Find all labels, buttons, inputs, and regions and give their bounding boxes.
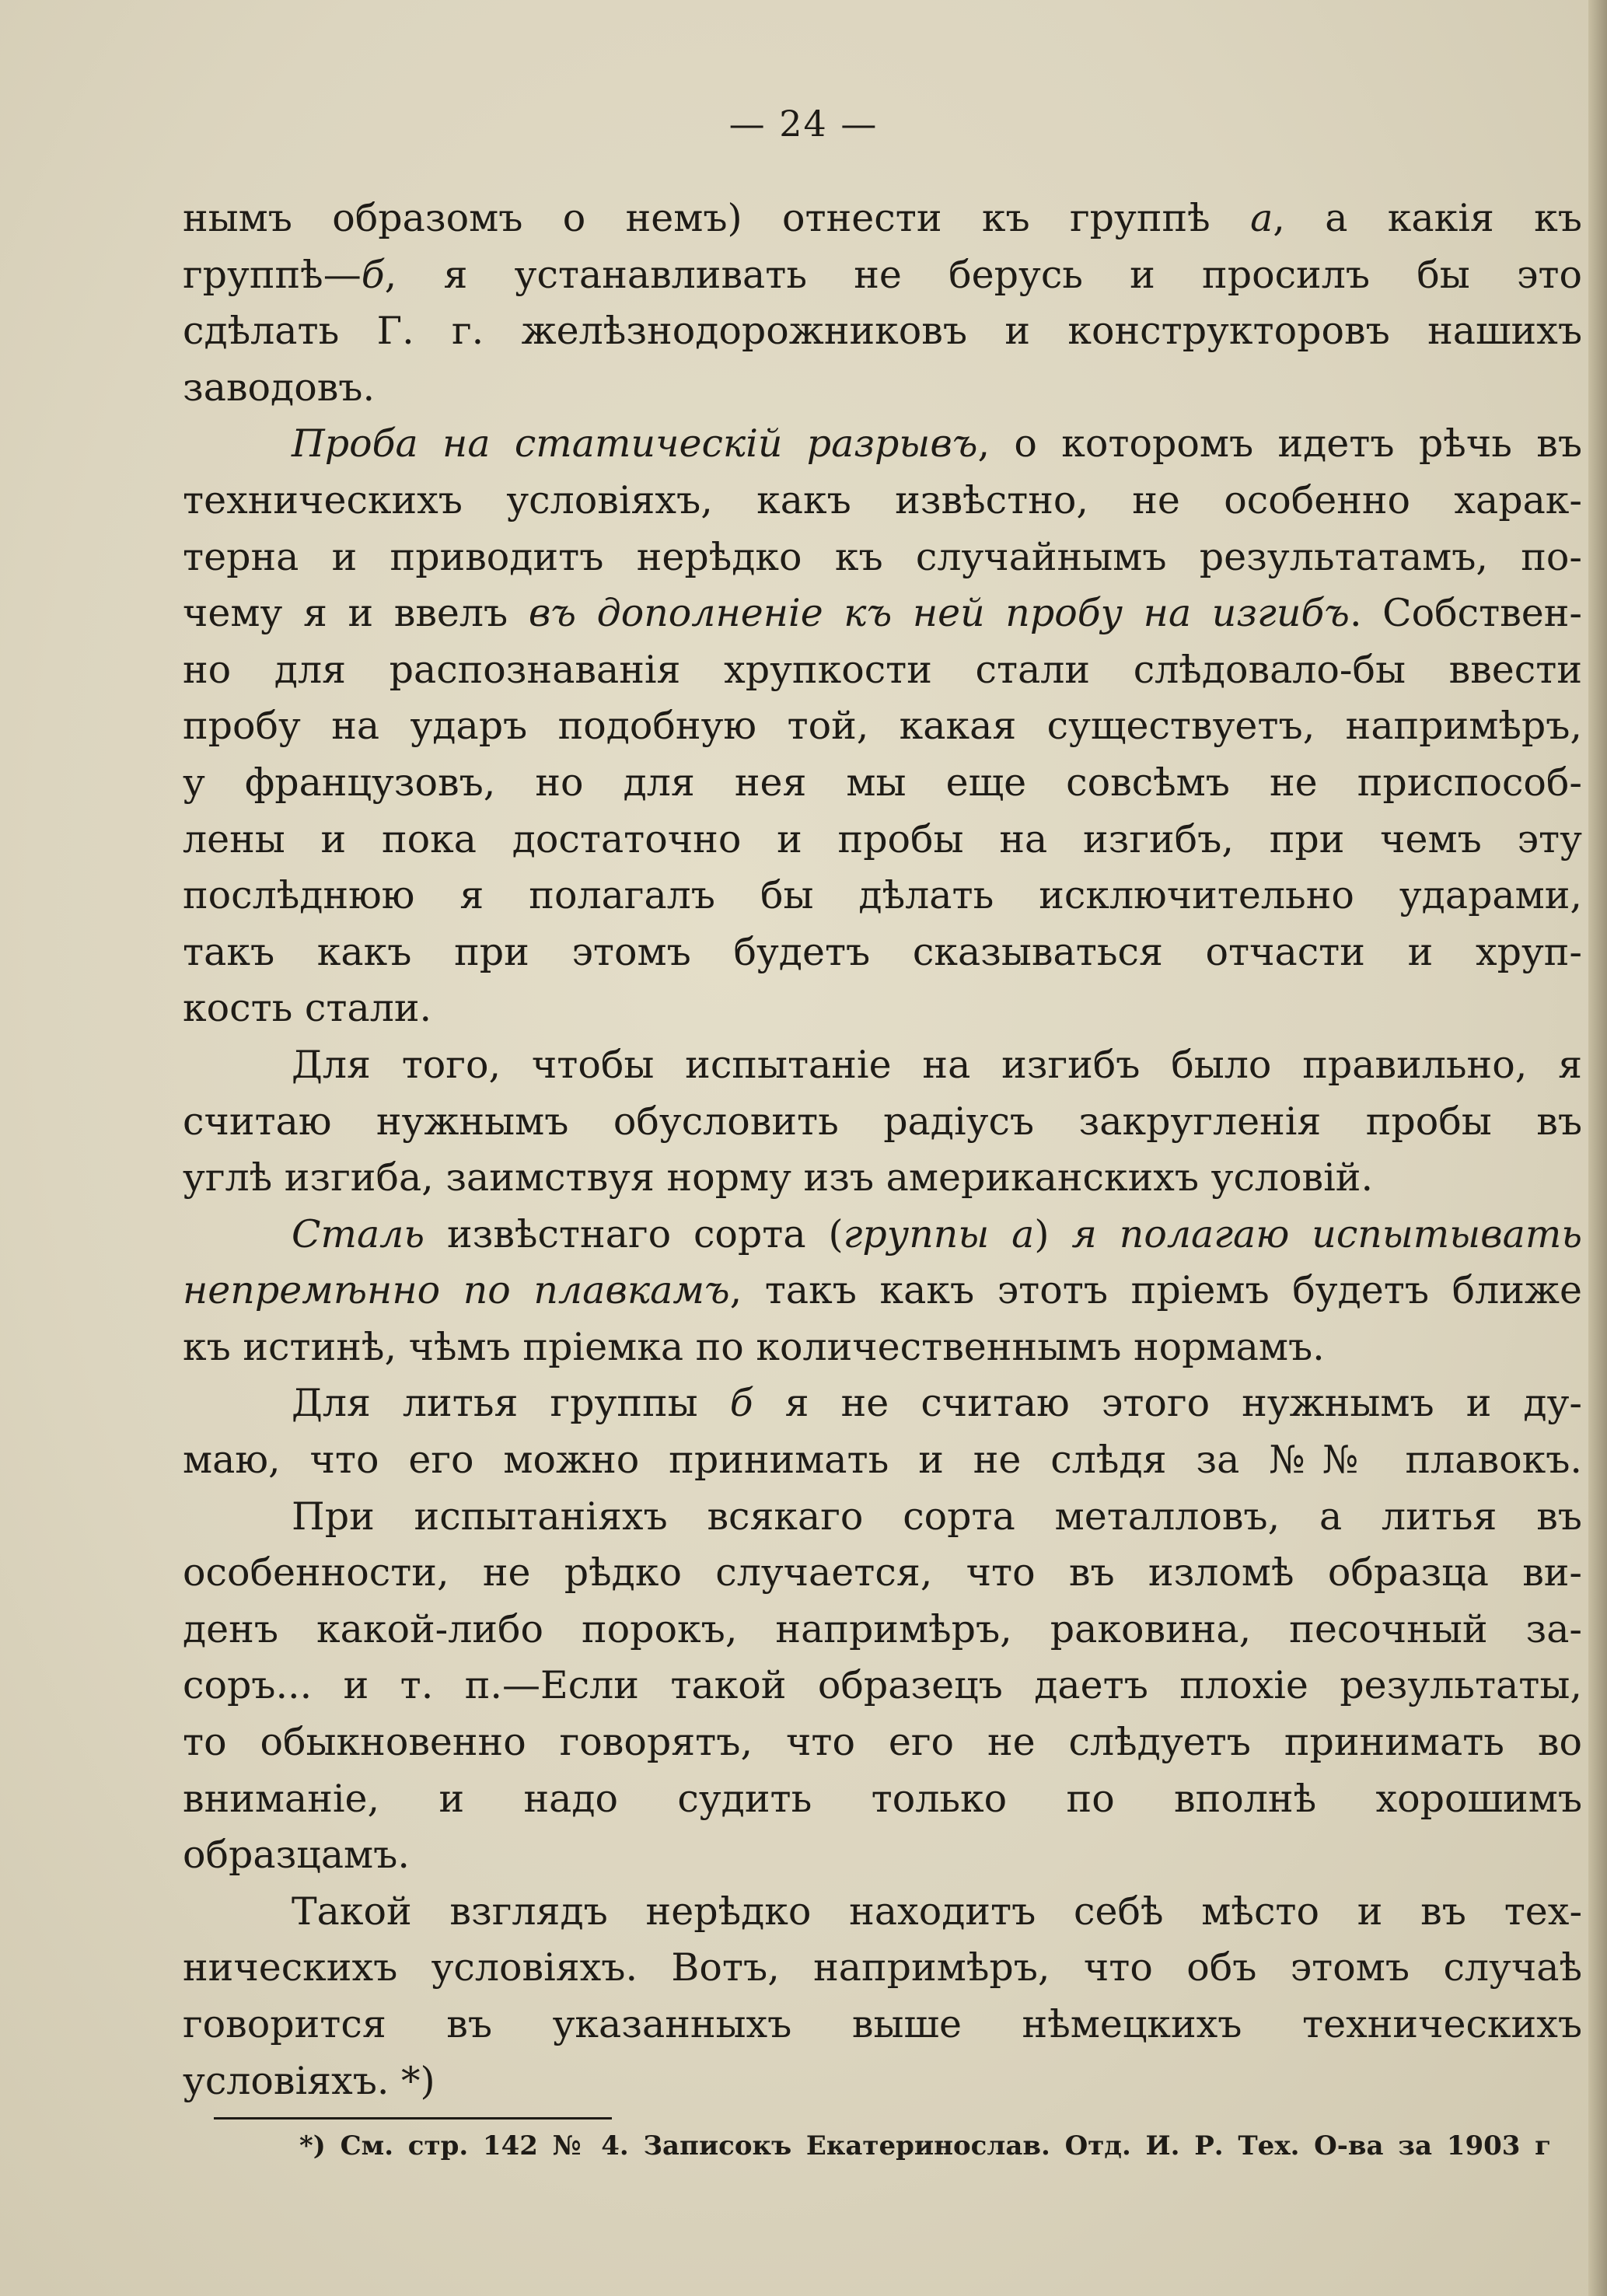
text-segment: денъ какой-либо порокъ, напримѣръ, раковина, песочный за- xyxy=(183,1606,1582,1651)
text-segment: вниманіе, и надо судить только по вполнѣ хорошимъ xyxy=(183,1776,1582,1821)
text-segment: , такъ какъ этотъ пріемъ будетъ ближе xyxy=(729,1268,1582,1313)
text-segment: техническихъ условіяхъ, какъ извѣстно, не особенно харак- xyxy=(183,477,1582,522)
text-line xyxy=(183,1263,1582,1319)
text-segment: говорится въ указанныхъ выше нѣмецкихъ техническихъ xyxy=(183,2002,1582,2046)
text-segment: , а какія къ xyxy=(1273,196,1582,240)
text-line xyxy=(183,190,1582,247)
text-segment: Для того, чтобы испытаніе на изгибъ было правильно, я xyxy=(292,1042,1582,1087)
text-line xyxy=(183,1094,1582,1151)
text-segment: я не считаю этого нужнымъ и ду- xyxy=(753,1381,1582,1426)
text-segment: образцамъ. xyxy=(183,1833,410,1878)
italic-phrase: въ дополненіе къ ней пробу на изгибъ xyxy=(528,591,1350,636)
text-line xyxy=(183,1150,1582,1207)
text-line xyxy=(183,1375,1582,1432)
text-line xyxy=(183,303,1582,360)
text-line xyxy=(183,1432,1582,1489)
italic-phrase: группы а xyxy=(843,1211,1035,1256)
text-segment: лены и пока достаточно и пробы на изгибъ, при чемъ эту xyxy=(183,816,1582,861)
text-segment: считаю нужнымъ обусловить радіусъ закругленія пробы въ xyxy=(183,1099,1582,1144)
text-segment: но для распознаванія хрупкости стали слѣдовало-бы ввести xyxy=(183,647,1582,692)
page-edge xyxy=(1588,0,1607,2296)
text-line xyxy=(183,416,1582,473)
text-line xyxy=(183,2053,1582,2110)
text-segment: Для литья группы xyxy=(292,1381,730,1426)
text-segment: пробу на ударъ подобную той, какая существуетъ, напримѣръ, xyxy=(183,704,1582,749)
text-line xyxy=(183,1771,1582,1828)
text-segment: у французовъ, но для нея мы еще совсѣмъ не приспособ- xyxy=(183,760,1582,805)
page-number: — 24 — xyxy=(728,103,879,145)
body-text xyxy=(183,190,1582,2109)
text-line xyxy=(183,1207,1582,1263)
text-line xyxy=(183,642,1582,699)
text-segment: маю, что его можно принимать и не слѣдя за №№ плавокъ. xyxy=(183,1438,1582,1483)
text-segment: послѣднюю я полагалъ бы дѣлать исключительно ударами, xyxy=(183,873,1582,918)
text-line xyxy=(183,473,1582,529)
italic-phrase: Проба на статическій разрывъ xyxy=(292,421,978,467)
text-line xyxy=(183,1827,1582,1884)
text-segment: нымъ образомъ о немъ) отнести къ группѣ xyxy=(183,196,1251,240)
italic-phrase: Сталь xyxy=(292,1211,425,1256)
text-segment: такъ какъ при этомъ будетъ сказываться отчасти и хруп- xyxy=(183,929,1582,974)
text-line xyxy=(183,1714,1582,1771)
text-segment: извѣстнаго сорта ( xyxy=(424,1211,844,1256)
text-segment: сдѣлать Г. г. желѣзнодорожниковъ и конструкторовъ нашихъ xyxy=(183,309,1582,354)
text-line xyxy=(183,1997,1582,2053)
text-segment: условіяхъ. *) xyxy=(183,2058,435,2103)
italic-phrase: непремѣнно по плавкамъ xyxy=(183,1268,730,1313)
text-segment: то обыкновенно говорятъ, что его не слѣдуетъ принимать во xyxy=(183,1720,1582,1765)
italic-phrase: а xyxy=(1250,196,1273,240)
text-segment: . Собствен- xyxy=(1349,591,1582,636)
text-line xyxy=(183,1545,1582,1602)
text-segment: При испытаніяхъ всякаго сорта металловъ, а литья въ xyxy=(292,1494,1582,1539)
text-line xyxy=(183,755,1582,812)
text-line xyxy=(183,1658,1582,1714)
text-line xyxy=(183,698,1582,755)
text-segment: кость стали. xyxy=(183,986,432,1031)
text-segment: заводовъ. xyxy=(183,365,376,410)
text-line xyxy=(183,868,1582,924)
text-line xyxy=(183,1940,1582,1997)
text-line xyxy=(183,529,1582,586)
text-line xyxy=(183,360,1582,417)
text-segment: , я устанавливать не берусь и просилъ бы это xyxy=(384,252,1582,297)
text-segment: углѣ изгиба, заимствуя норму изъ американскихъ условій. xyxy=(183,1155,1374,1200)
italic-phrase: б xyxy=(361,252,385,297)
text-segment: Такой взглядъ нерѣдко находитъ себѣ мѣсто и въ тех- xyxy=(292,1889,1582,1934)
text-line xyxy=(183,1884,1582,1941)
text-segment: къ истинѣ, чѣмъ пріемка по количественнымъ нормамъ. xyxy=(183,1324,1325,1369)
text-line xyxy=(183,1602,1582,1658)
footnote-divider xyxy=(214,2117,612,2120)
italic-phrase: я полагаю испытывать xyxy=(1071,1211,1582,1256)
text-line xyxy=(183,585,1582,642)
text-segment: терна и приводитъ нерѣдко къ случайнымъ результатамъ, по- xyxy=(183,534,1582,579)
text-segment: ) xyxy=(1034,1211,1072,1256)
text-line xyxy=(183,924,1582,981)
text-segment: соръ... и т. п.—Если такой образецъ даетъ плохіе результаты, xyxy=(183,1663,1582,1708)
text-line xyxy=(183,1319,1582,1376)
italic-phrase: б xyxy=(729,1381,753,1426)
text-segment: группѣ— xyxy=(183,252,362,297)
text-line xyxy=(183,247,1582,304)
text-line xyxy=(183,980,1582,1037)
text-segment: , о которомъ идетъ рѣчь въ xyxy=(977,421,1582,467)
footnote: *) См. стр. 142 № 4. Записокъ Екатеринослав. Отд. И. Р. Тех. О-ва за 1903 г xyxy=(299,2130,1551,2161)
text-segment: чему я и ввелъ xyxy=(183,591,529,636)
text-line xyxy=(183,1489,1582,1546)
text-line xyxy=(183,812,1582,868)
text-line xyxy=(183,1037,1582,1094)
text-segment: ническихъ условіяхъ. Вотъ, напримѣръ, что объ этомъ случаѣ xyxy=(183,1945,1582,1990)
text-segment: особенности, не рѣдко случается, что въ изломѣ образца ви- xyxy=(183,1550,1582,1595)
